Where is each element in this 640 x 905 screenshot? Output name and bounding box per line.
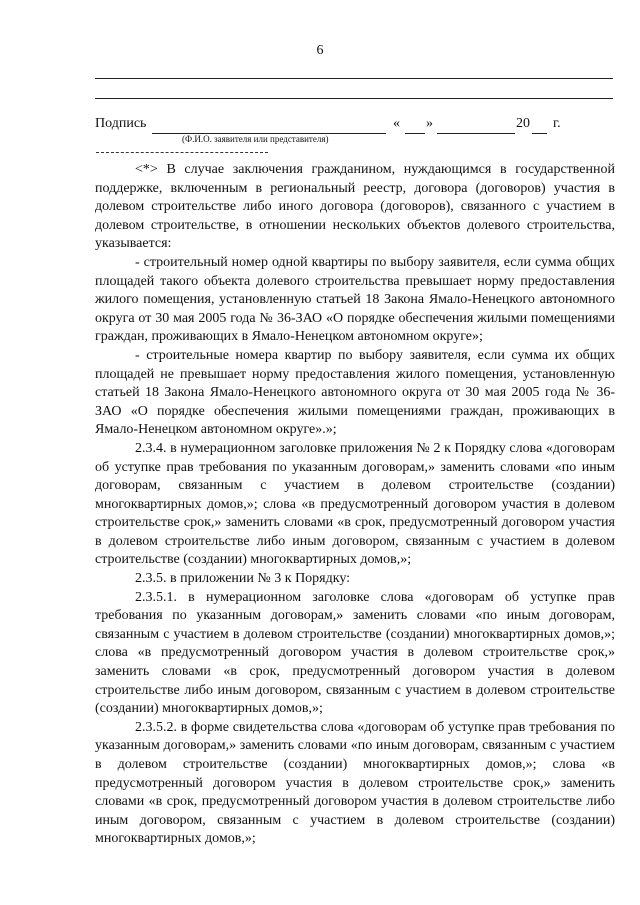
date-month-line [437, 133, 515, 134]
clause-2-3-5-1: 2.3.5.1. в нумерационном заголовке слова «договорам об уступке прав требования по указанным договорам,» заменить словами «по иным договорам, связанным с участием в долевом строительстве (создании) многоквартирных домов,»; слова «в предусмотренный договором участия в долевом строительстве срок,» заменить словами «в срок, предусмотренный договором участия в долевом строительстве либо иным договором, связанным с участием в долевом строительстве (создании) многоквартирных домов,»; [95, 589, 615, 717]
date-day-line [405, 133, 425, 134]
date-year-line [532, 133, 547, 134]
date-day-open-quote: « [393, 116, 400, 131]
footnote-paragraph: <*> В случае заключения гражданином, нуждающимся в государственной поддержке, включенным в региональный реестр, договора (договоров) участия в долевом строительстве либо иного договора (договоров), связанного с участием в долевом строительстве, в отношении нескольких объектов долевого строительства, указывается: [95, 162, 615, 252]
clause-2-3-5-2: 2.3.5.2. в форме свидетельства слова «договорам об уступке прав требования по указанным договорам,» заменить словами «по иным договорам, связанным с участием в долевом строительстве (создании) многоквартирных домов,»; слова «в предусмотренный договором участия в долевом строительстве срок,» заменить словами «в срок, предусмотренный договором участия в долевом строительстве либо иным договором, связанным с участием в долевом строительстве (создании) многоквартирных домов,»; [95, 719, 615, 847]
body-text [95, 161, 615, 849]
date-year-prefix: 20 [516, 116, 530, 131]
list-item-multiple-apartments: - строительные номера квартир по выбору заявителя, если сумма их общих площадей не превышает норму предоставления жилого помещения, установленную статьей 18 Закона Ямало-Ненецкого автономного округа от 30 мая 2005 года № 36-ЗАО «О порядке обеспечения жилыми помещениями граждан, проживающих в Ямало-Ненецком автономном округе».»; [95, 347, 615, 438]
footnote-separator [96, 152, 268, 153]
clause-2-3-4: 2.3.4. в нумерационном заголовке приложения № 2 к Порядку слова «договорам об уступке прав требования по указанным договорам,» заменить словами «по иным договорам, связанным с участием в долевом строительстве (создании) многоквартирных домов,»; слова «в предусмотренный договором участия в долевом строительстве срок,» заменить словами «в срок, предусмотренный договором участия в долевом строительстве либо иным договором, связанным с участием в долевом строительстве (создании) многоквартирных домов,»; [95, 440, 615, 568]
page-number: 6 [316, 43, 324, 58]
header-rule-bottom [95, 98, 613, 99]
signature-label: Подпись [95, 116, 147, 131]
list-item-single-apartment: - строительный номер одной квартиры по выбору заявителя, если сумма общих площадей такого объекта долевого строительства превышает норму предоставления жилого помещения, установленную статьей 18 Закона Ямало-Ненецкого автономного округа от 30 мая 2005 года № 36-ЗАО «О порядке обеспечения жилыми помещениями граждан, проживающих в Ямало-Ненецком автономном округе»; [95, 254, 615, 345]
signature-caption: (Ф.И.О. заявителя или представителя) [182, 134, 329, 144]
date-day-close-quote: » [426, 116, 433, 131]
date-year-suffix: г. [553, 116, 561, 131]
header-rule-top [95, 78, 613, 79]
signature-row [95, 116, 615, 136]
clause-2-3-5: 2.3.5. в приложении № 3 к Порядку: [135, 571, 351, 587]
